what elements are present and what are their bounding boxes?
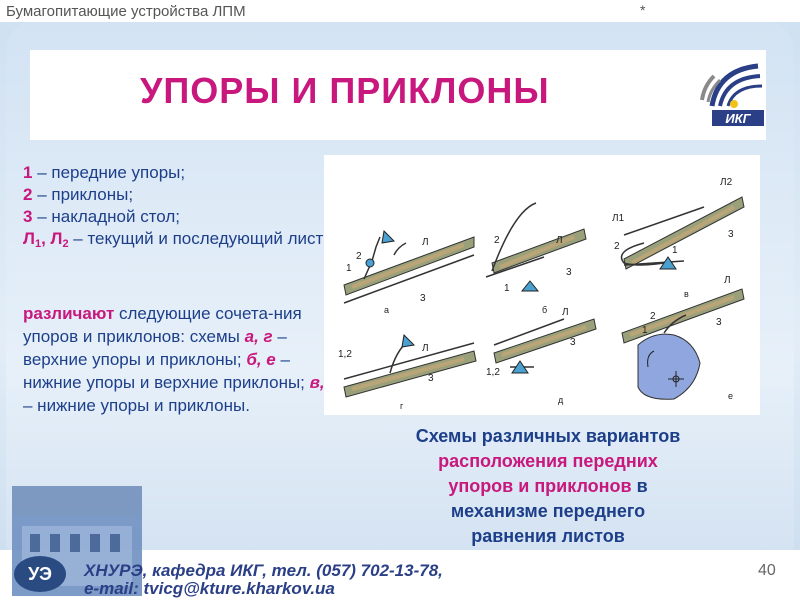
label-1: 1 [672, 245, 678, 256]
label-d: д [558, 395, 564, 405]
label-1-2: 1,2 [486, 367, 500, 378]
legend-block [23, 162, 343, 255]
label-2: 2 [356, 251, 362, 262]
legend-item: 1 – передние упоры; [23, 163, 186, 182]
label-2: 2 [614, 241, 620, 252]
label-L: Л [422, 343, 429, 354]
label-1: 1 [346, 263, 352, 274]
footer-line-1: ХНУРЭ, кафедра ИКГ, тел. (057) 702-13-78, [84, 561, 443, 580]
scheme-e [622, 275, 744, 401]
label-L: Л [724, 275, 731, 286]
footer-contact [84, 562, 443, 598]
scheme-b [486, 203, 586, 315]
caption-line: упоров и приклонов в [448, 476, 648, 496]
description-paragraph: различают следующие сочета-ния упоров и приклонов: схемы а, г – верхние упоры и приклоны; б, е – нижние упоры и верхние приклоны; в, д – нижние упоры и приклоны. [23, 304, 340, 415]
label-3: 3 [428, 373, 434, 384]
scheme-a [344, 231, 474, 315]
label-L1: Л1 [612, 213, 625, 224]
label-1: 1 [642, 325, 648, 336]
label-3: 3 [570, 337, 576, 348]
label-L: Л [562, 307, 569, 318]
legend-item: 3 – накладной стол; [23, 207, 181, 226]
scheme-d [486, 307, 596, 405]
caption-line: расположения передних [438, 451, 658, 471]
header-bar [0, 0, 800, 22]
legend-item: 2 – приклоны; [23, 185, 134, 204]
scheme-g [338, 335, 476, 411]
label-L: Л [556, 235, 563, 246]
label-3: 3 [728, 229, 734, 240]
page-number: 40 [758, 562, 776, 579]
label-g: г [400, 401, 404, 411]
footer-line-2: e-mail: tvicg@kture.kharkov.ua [84, 579, 335, 598]
label-a: а [384, 305, 390, 315]
caption-line: механизме переднего [450, 501, 646, 521]
label-e: е [728, 391, 734, 401]
header-star: * [640, 2, 646, 18]
label-L2: Л2 [720, 177, 733, 188]
feeder-schemes-diagram [324, 155, 760, 415]
label-2: 2 [650, 311, 656, 322]
label-b: б [542, 305, 548, 315]
slide-title: УПОРЫ И ПРИКЛОНЫ [140, 70, 550, 111]
caption-line: равнения листов [471, 526, 625, 546]
diagram-caption [376, 424, 720, 549]
label-3: 3 [420, 293, 426, 304]
label-2: 2 [494, 235, 500, 246]
label-1-2: 1,2 [338, 349, 352, 360]
label-3: 3 [566, 267, 572, 278]
svg-text:УЭ: УЭ [28, 564, 52, 584]
label-3: 3 [716, 317, 722, 328]
label-L: Л [422, 237, 429, 248]
caption-line: Схемы различных вариантов [415, 426, 681, 446]
label-1: 1 [504, 283, 510, 294]
legend-item-sheets: $Л_1$, $Л_2$ – текущий и последующий листы; [23, 229, 341, 250]
logo-text: ИКГ [725, 111, 751, 126]
ikg-logo-icon [698, 56, 774, 130]
label-v: в [684, 289, 689, 299]
header-title: Бумагопитающие устройства ЛПМ [6, 3, 246, 20]
